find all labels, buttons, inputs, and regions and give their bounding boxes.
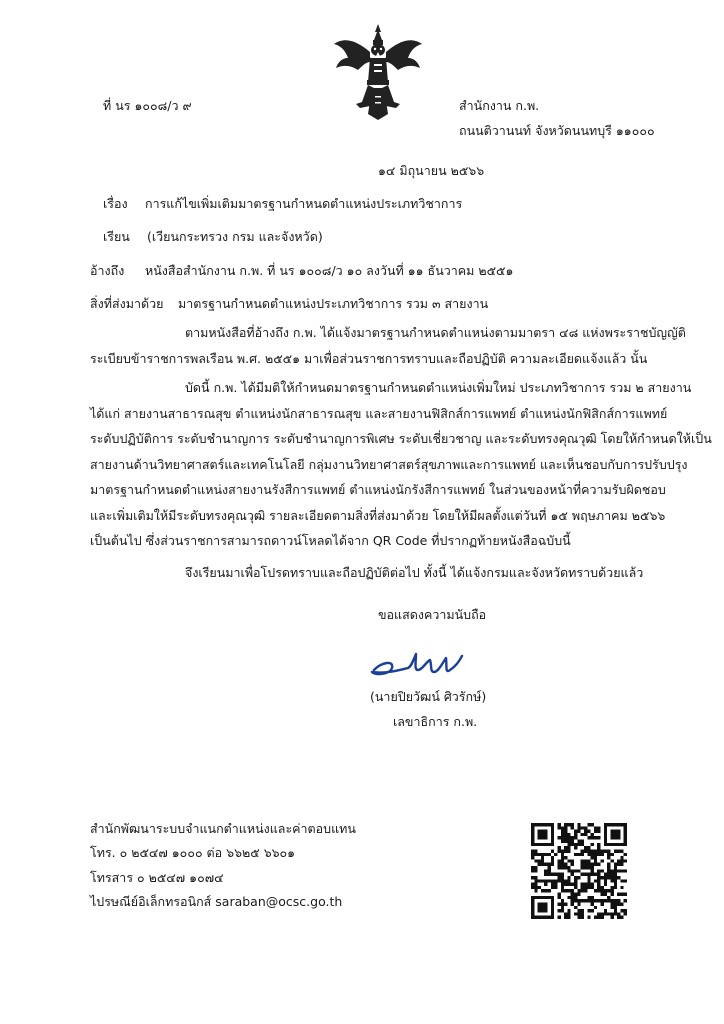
- body-line: จึงเรียนมาเพื่อโปรดทราบและถือปฏิบัติต่อไป ทั้งนี้ ได้แจ้งกรมและจังหวัดทราบด้วยแล้ว: [185, 565, 644, 580]
- letter-date: ๑๔ มิถุนายน ๒๕๖๖: [378, 163, 485, 178]
- body-paragraph-1: [90, 320, 686, 371]
- reference-number: ที่ นร ๑๐๐๘/ว ๙: [103, 98, 192, 113]
- body-line: ได้แก่ สายงานสาธารณสุข ตำแหน่งนักสาธารณสุข และสายงานฟิสิกส์การแพทย์ ตำแหน่งนักฟิสิกส์การแพทย์: [90, 405, 668, 421]
- footer-phone: โทร. ๐ ๒๕๔๗ ๑๐๐๐ ต่อ ๖๖๒๕ ๖๖๐๑: [90, 845, 296, 860]
- body-line: ระเบียบข้าราชการพลเรือน พ.ศ. ๒๕๕๑ มาเพื่อส่วนราชการทราบและถือปฏิบัติ ความละเอียดแจ้งแล้ว นั้น: [90, 350, 648, 366]
- office-name: สำนักงาน ก.พ.: [459, 98, 540, 113]
- body-line: สายงานด้านวิทยาศาสตร์และเทคโนโลยี กลุ่มงานวิทยาศาสตร์สุขภาพและการแพทย์ และเห็นชอบกับการปรับปรุง: [90, 456, 688, 472]
- footer-division: สำนักพัฒนาระบบจำแนกตำแหน่งและค่าตอบแทน: [90, 821, 356, 836]
- to-value: (เวียนกระทรวง กรม และจังหวัด): [147, 229, 323, 244]
- to-label: เรียน: [103, 229, 130, 244]
- reference-label: อ้างถึง: [90, 263, 125, 278]
- office-address: ถนนติวานนท์ จังหวัดนนทบุรี ๑๑๐๐๐: [459, 123, 655, 138]
- body-line: และเพิ่มเติมให้มีระดับทรงคุณวุฒิ รายละเอียดตามสิ่งที่ส่งมาด้วย โดยให้มีผลตั้งแต่วันที่ ๑๕ พฤษภาคม ๒๕๖๖: [90, 507, 666, 523]
- closing-salutation: ขอแสดงความนับถือ: [378, 607, 487, 622]
- reference-value: หนังสือสำนักงาน ก.พ. ที่ นร ๑๐๐๘/ว ๑๐ ลงวันที่ ๑๑ ธันวาคม ๒๕๕๑: [145, 263, 514, 278]
- body-line: ระดับปฏิบัติการ ระดับชำนาญการ ระดับชำนาญการพิเศษ ระดับเชี่ยวชาญ และระดับทรงคุณวุฒิ โดยให้กำหนดให้เป็น: [90, 431, 712, 446]
- qr-modules: [531, 823, 627, 919]
- body-paragraph-2: [90, 375, 712, 554]
- signatory-name: (นายปิยวัฒน์ ศิวรักษ์): [370, 689, 487, 704]
- qr-code[interactable]: [531, 823, 627, 919]
- body-line: เป็นต้นไป ซึ่งส่วนราชการสามารถดาวน์โหลดได้จาก QR Code ที่ปรากฏท้ายหนังสือฉบับนี้: [90, 533, 571, 548]
- body-line: มาตรฐานกำหนดตำแหน่งสายงานรังสีการแพทย์ ตำแหน่งนักรังสีการแพทย์ ในส่วนของหน้าที่ความรับผิดชอบ: [90, 482, 666, 497]
- signatory-title: เลขาธิการ ก.พ.: [393, 714, 478, 729]
- footer-fax: โทรสาร ๐ ๒๕๔๗ ๑๐๗๔: [90, 870, 224, 885]
- body-line: ตามหนังสือที่อ้างถึง ก.พ. ได้แจ้งมาตรฐานกำหนดตำแหน่งตามมาตรา ๔๘ แห่งพระราชบัญญัติ: [185, 325, 686, 340]
- enclosure-value: มาตรฐานกำหนดตำแหน่งประเภทวิชาการ รวม ๓ สายงาน: [178, 296, 489, 311]
- subject-value: การแก้ไขเพิ่มเติมมาตรฐานกำหนดตำแหน่งประเภทวิชาการ: [145, 196, 463, 211]
- garuda-emblem-icon: [328, 22, 428, 122]
- handwritten-signature: [368, 646, 468, 682]
- enclosure-label: สิ่งที่ส่งมาด้วย: [90, 296, 164, 311]
- subject-label: เรื่อง: [103, 196, 128, 211]
- footer-email: ไปรษณีย์อิเล็กทรอนิกส์ saraban@ocsc.go.th: [90, 894, 343, 909]
- body-line: บัดนี้ ก.พ. ได้มีมติให้กำหนดมาตรฐานกำหนดตำแหน่งเพิ่มใหม่ ประเภทวิชาการ รวม ๒ สายงาน: [185, 380, 692, 395]
- body-paragraph-3: [90, 560, 650, 586]
